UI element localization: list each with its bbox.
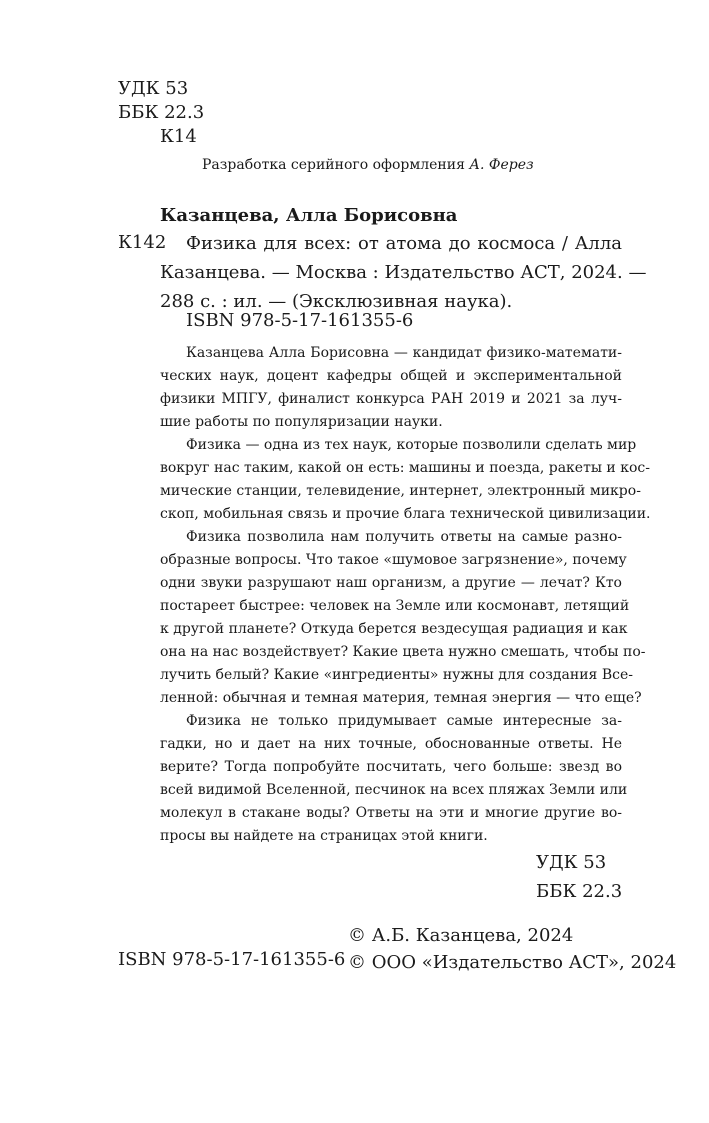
copyright-line: © А.Б. Казанцева, 2024 (348, 925, 574, 946)
annotation-line: Физика не только придумывает самые интересные за- (186, 713, 622, 729)
udk-code-bottom: УДК 53 (536, 852, 607, 873)
annotation-line: она на нас воздействует? Какие цвета нужно смешать, чтобы по- (160, 644, 646, 660)
annotation-line: к другой планете? Откуда берется вездесущая радиация и как (160, 621, 628, 637)
annotation-line: гадки, но и дает на них точные, обоснованные ответы. Не (160, 736, 622, 752)
annotation-line: верите? Тогда попробуйте посчитать, чего больше: звезд во (160, 759, 622, 775)
design-credit-name: А. Ферез (469, 157, 534, 173)
annotation-line: ленной: обычная и темная материя, темная энергия — что еще? (160, 690, 642, 706)
biblio-line: Физика для всех: от атома до космоса / Алла (186, 233, 622, 254)
author-mark: К14 (160, 126, 197, 147)
copyright-block (348, 922, 676, 976)
bbk-code: ББК 22.3 (118, 102, 205, 123)
biblio-line: 288 с. : ил. — (Эксклюзивная наука). (160, 291, 513, 312)
annotation-line: Физика позволила нам получить ответы на самые разно- (186, 529, 622, 545)
author-heading: Казанцева, Алла Борисовна (160, 205, 458, 226)
design-credit (202, 157, 534, 173)
annotation-line: мические станции, телевидение, интернет, электронный микро- (160, 483, 641, 499)
catalog-code: К142 (118, 232, 167, 253)
copyright-line: © ООО «Издательство АСТ», 2024 (348, 952, 677, 973)
bottom-classification (536, 848, 622, 906)
annotation-line: шие работы по популяризации науки. (160, 414, 443, 430)
annotation-line: физики МПГУ, финалист конкурса РАН 2019 и 2021 за луч- (160, 391, 622, 407)
bbk-code-bottom: ББК 22.3 (536, 881, 623, 902)
isbn-line: ISBN 978-5-17-161355-6 (186, 310, 414, 331)
udk-code: УДК 53 (118, 78, 189, 99)
annotation-line: лучить белый? Какие «ингредиенты» нужны для создания Все- (160, 667, 633, 683)
annotation-line: просы вы найдете на страницах этой книги. (160, 828, 488, 844)
annotation-line: молекул в стакане воды? Ответы на эти и многие другие во- (160, 805, 622, 821)
annotation-line: вокруг нас таким, какой он есть: машины и поезда, ракеты и кос- (160, 460, 650, 476)
annotation-line: всей видимой Вселенной, песчинок на всех пляжах Земли или (160, 782, 628, 798)
annotation-line: Физика — одна из тех наук, которые позволили сделать мир (186, 437, 637, 453)
annotation-paragraph (160, 434, 651, 526)
annotation-paragraph (160, 526, 646, 710)
annotation-line: постареет быстрее: человек на Земле или космонавт, летящий (160, 598, 630, 614)
annotation-line: скоп, мобильная связь и прочие блага технической цивилизации. (160, 506, 651, 522)
annotation-paragraph (160, 342, 622, 434)
design-credit-label: Разработка серийного оформления (202, 157, 465, 173)
annotation-line: Казанцева Алла Борисовна — кандидат физико-математи- (186, 345, 622, 361)
bibliographic-description (160, 229, 647, 316)
annotation-line: образные вопросы. Что такое «шумовое загрязнение», почему (160, 552, 627, 568)
biblio-line: Казанцева. — Москва : Издательство АСТ, 2024. — (160, 262, 647, 283)
annotation-line: одни звуки разрушают наш организм, а другие — лечат? Кто (160, 575, 622, 591)
annotation-paragraph (160, 710, 628, 848)
isbn-bottom: ISBN 978-5-17-161355-6 (118, 949, 346, 970)
annotation-line: ческих наук, доцент кафедры общей и экспериментальной (160, 368, 622, 384)
